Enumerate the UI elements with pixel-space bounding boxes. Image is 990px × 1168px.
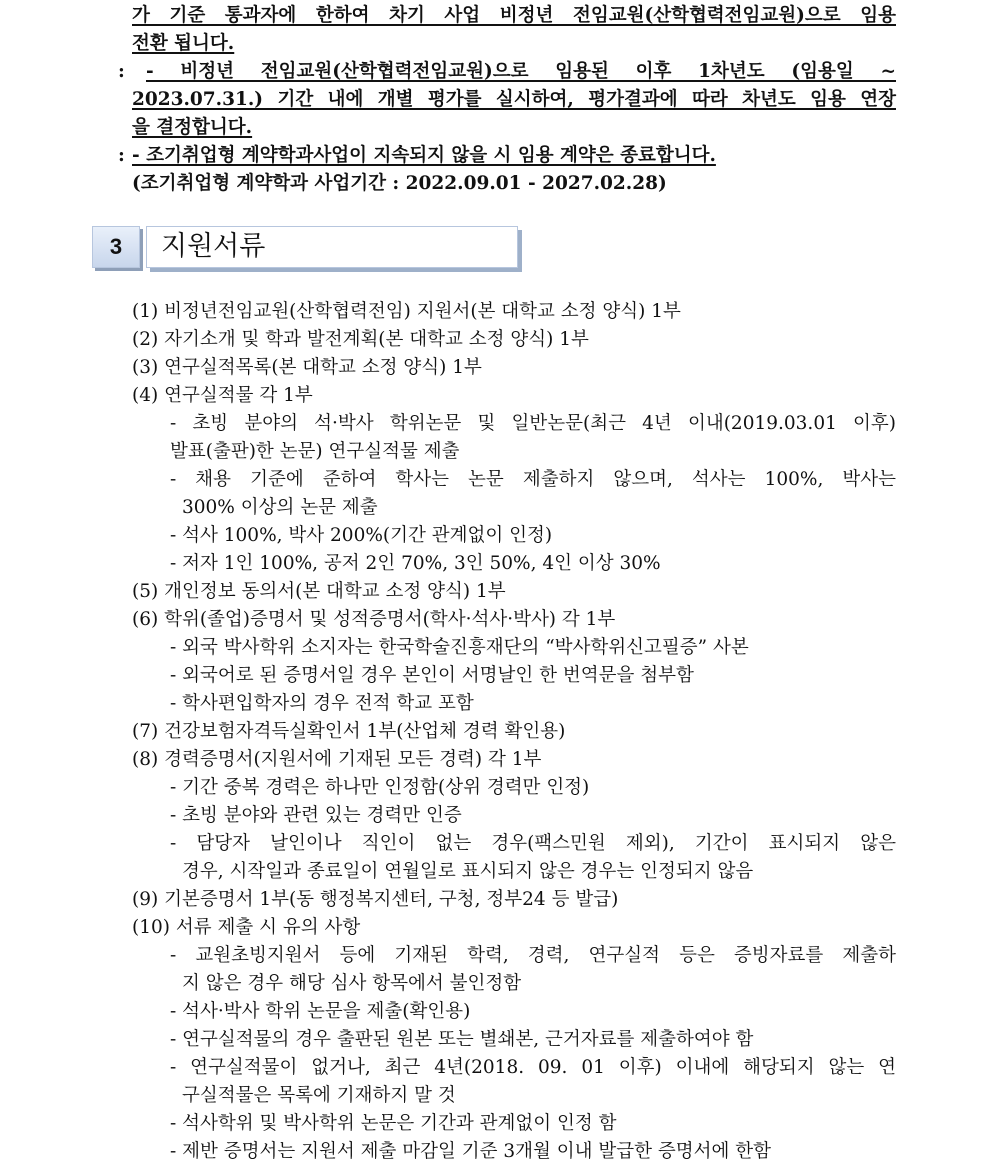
list-subitem: - 초빙 분야와 관련 있는 경력만 인증 <box>170 805 462 826</box>
list-subitem: - 교원초빙지원서 등에 기재된 학력, 경력, 연구실적 등은 증빙자료를 제출하 <box>170 945 896 966</box>
note-prefix-1: : <box>118 61 125 82</box>
list-item: (8) 경력증명서(지원서에 기재된 모든 경력) 각 1부 <box>132 749 542 770</box>
list-subitem: - 연구실적물의 경우 출판된 원본 또는 별쇄본, 근거자료를 제출하여야 함 <box>170 1029 754 1050</box>
note-prefix-2: : <box>118 145 125 166</box>
note-line-3: - 비정년 전임교원(산학협력전임교원)으로 임용된 이후 1차년도 (임용일 ~ <box>146 61 896 82</box>
section-number: 3 <box>92 226 140 268</box>
list-item: (2) 자기소개 및 학과 발전계획(본 대학교 소정 양식) 1부 <box>132 329 589 350</box>
list-subitem: 300% 이상의 논문 제출 <box>182 497 378 518</box>
list-item: (5) 개인정보 동의서(본 대학교 소정 양식) 1부 <box>132 581 506 602</box>
list-subitem: - 담당자 날인이나 직인이 없는 경우(팩스민원 제외), 기간이 표시되지 않은 <box>170 833 896 854</box>
list-item: (3) 연구실적목록(본 대학교 소정 양식) 1부 <box>132 357 482 378</box>
list-subitem: - 외국어로 된 증명서일 경우 본인이 서명날인 한 번역문을 첨부함 <box>170 665 694 686</box>
list-subitem: 발표(출판)한 논문) 연구실적물 제출 <box>170 441 460 462</box>
list-subitem: - 제반 증명서는 지원서 제출 마감일 기준 3개월 이내 발급한 증명서에 한함 <box>170 1141 771 1162</box>
list-item: (9) 기본증명서 1부(동 행정복지센터, 구청, 정부24 등 발급) <box>132 889 619 910</box>
note-line-2: 전환 됩니다. <box>132 33 235 54</box>
list-subitem: - 석사 100%, 박사 200%(기간 관계없이 인정) <box>170 525 553 546</box>
section-title: 지원서류 <box>146 226 518 268</box>
note-line-4: 2023.07.31.) 기간 내에 개별 평가를 실시하여, 평가결과에 따라 차년도 임용 연장 <box>132 89 896 110</box>
list-subitem: 구실적물은 목록에 기재하지 말 것 <box>182 1085 456 1106</box>
list-subitem: - 외국 박사학위 소지자는 한국학술진흥재단의 “박사학위신고필증” 사본 <box>170 637 749 658</box>
list-item: (1) 비정년전임교원(산학협력전임) 지원서(본 대학교 소정 양식) 1부 <box>132 301 681 322</box>
list-subitem: - 기간 중복 경력은 하나만 인정함(상위 경력만 인정) <box>170 777 590 798</box>
list-subitem: - 학사편입학자의 경우 전적 학교 포함 <box>170 693 474 714</box>
list-item: (7) 건강보험자격득실확인서 1부(산업체 경력 확인용) <box>132 721 566 742</box>
list-subitem: - 채용 기준에 준하여 학사는 논문 제출하지 않으며, 석사는 100%, 박사는 <box>170 469 896 490</box>
list-item: (4) 연구실적물 각 1부 <box>132 385 313 406</box>
list-item: (6) 학위(졸업)증명서 및 성적증명서(학사·석사·박사) 각 1부 <box>132 609 616 630</box>
list-subitem: - 저자 1인 100%, 공저 2인 70%, 3인 50%, 4인 이상 30% <box>170 553 661 574</box>
list-subitem: - 석사·박사 학위 논문을 제출(확인용) <box>170 1001 471 1022</box>
list-subitem: 경우, 시작일과 종료일이 연월일로 표시되지 않은 경우는 인정되지 않음 <box>182 861 754 882</box>
list-subitem: - 연구실적물이 없거나, 최근 4년(2018. 09. 01 이후) 이내에 해당되지 않는 연 <box>170 1057 896 1078</box>
list-item: (10) 서류 제출 시 유의 사항 <box>132 917 361 938</box>
note-line-7: (조기취업형 계약학과 사업기간 : 2022.09.01 - 2027.02.28) <box>132 173 667 194</box>
note-line-6: - 조기취업형 계약학과사업이 지속되지 않을 시 임용 계약은 종료합니다. <box>132 145 716 166</box>
note-line-1: 가 기준 통과자에 한하여 차기 사업 비정년 전임교원(산학협력전임교원)으로 임용 <box>132 5 896 26</box>
list-subitem: - 석사학위 및 박사학위 논문은 기간과 관계없이 인정 함 <box>170 1113 617 1134</box>
list-subitem: 지 않은 경우 해당 심사 항목에서 불인정함 <box>182 973 522 994</box>
list-subitem: - 초빙 분야의 석·박사 학위논문 및 일반논문(최근 4년 이내(2019.03.01 이후) <box>170 413 896 434</box>
note-line-5: 을 결정합니다. <box>132 117 253 138</box>
